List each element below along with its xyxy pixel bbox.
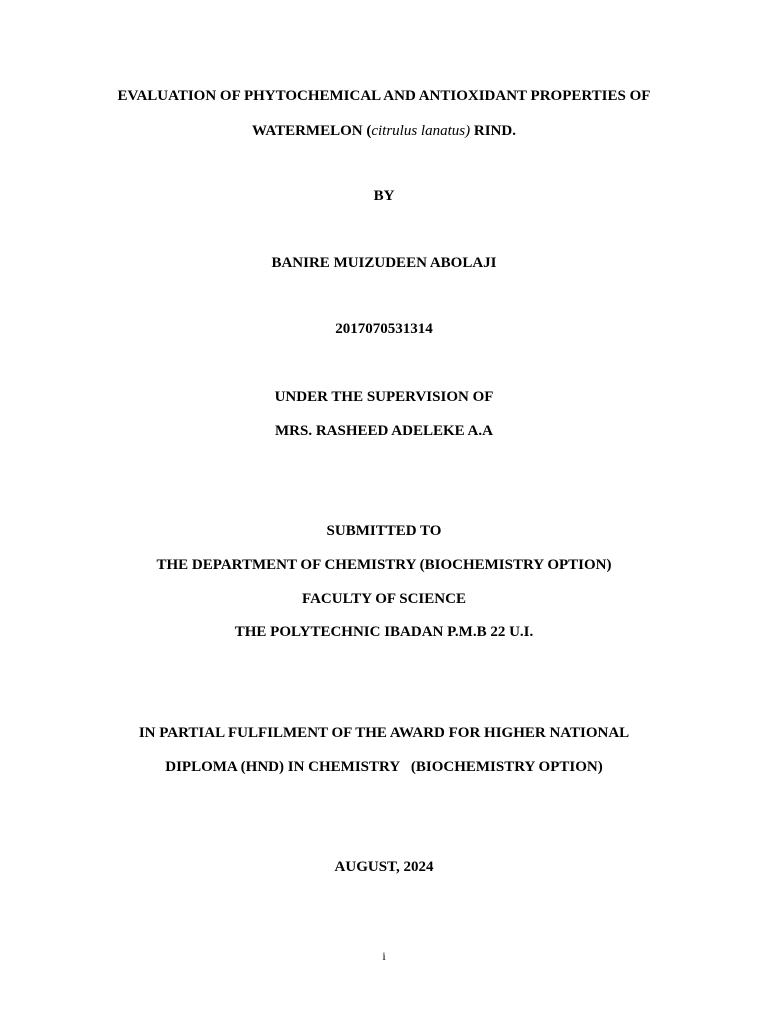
award-line-2 [0, 758, 768, 776]
scientific-name: citrulus lanatus) [371, 123, 471, 139]
faculty-name: FACULTY OF SCIENCE [302, 591, 466, 607]
matric-number: 2017070531314 [335, 321, 433, 337]
award-line-1: IN PARTIAL FULFILMENT OF THE AWARD FOR HIGHER NATIONAL [138, 725, 630, 741]
title-line-2-start: WATERMELON ( [252, 123, 372, 139]
institution-name: THE POLYTECHNIC IBADAN P.M.B 22 U.I. [234, 624, 534, 640]
supervisor-name: MRS. RASHEED ADELEKE A.A [275, 423, 493, 439]
title-line-2-end: RIND. [470, 123, 516, 139]
page-number: i [382, 949, 386, 963]
submission-date: AUGUST, 2024 [334, 859, 434, 875]
author-name: BANIRE MUIZUDEEN ABOLAJI [271, 255, 497, 271]
by-label: BY [373, 188, 395, 204]
title-line-2 [0, 122, 768, 140]
award-line-2-text: DIPLOMA (HND) IN CHEMISTRY (BIOCHEMISTRY OPTION) [165, 759, 603, 775]
department-name: THE DEPARTMENT OF CHEMISTRY (BIOCHEMISTRY OPTION) [156, 557, 612, 573]
title-line-1: EVALUATION OF PHYTOCHEMICAL AND ANTIOXIDANT PROPERTIES OF [117, 88, 651, 104]
submitted-to-heading: SUBMITTED TO [326, 523, 442, 539]
supervision-heading: UNDER THE SUPERVISION OF [274, 389, 494, 405]
